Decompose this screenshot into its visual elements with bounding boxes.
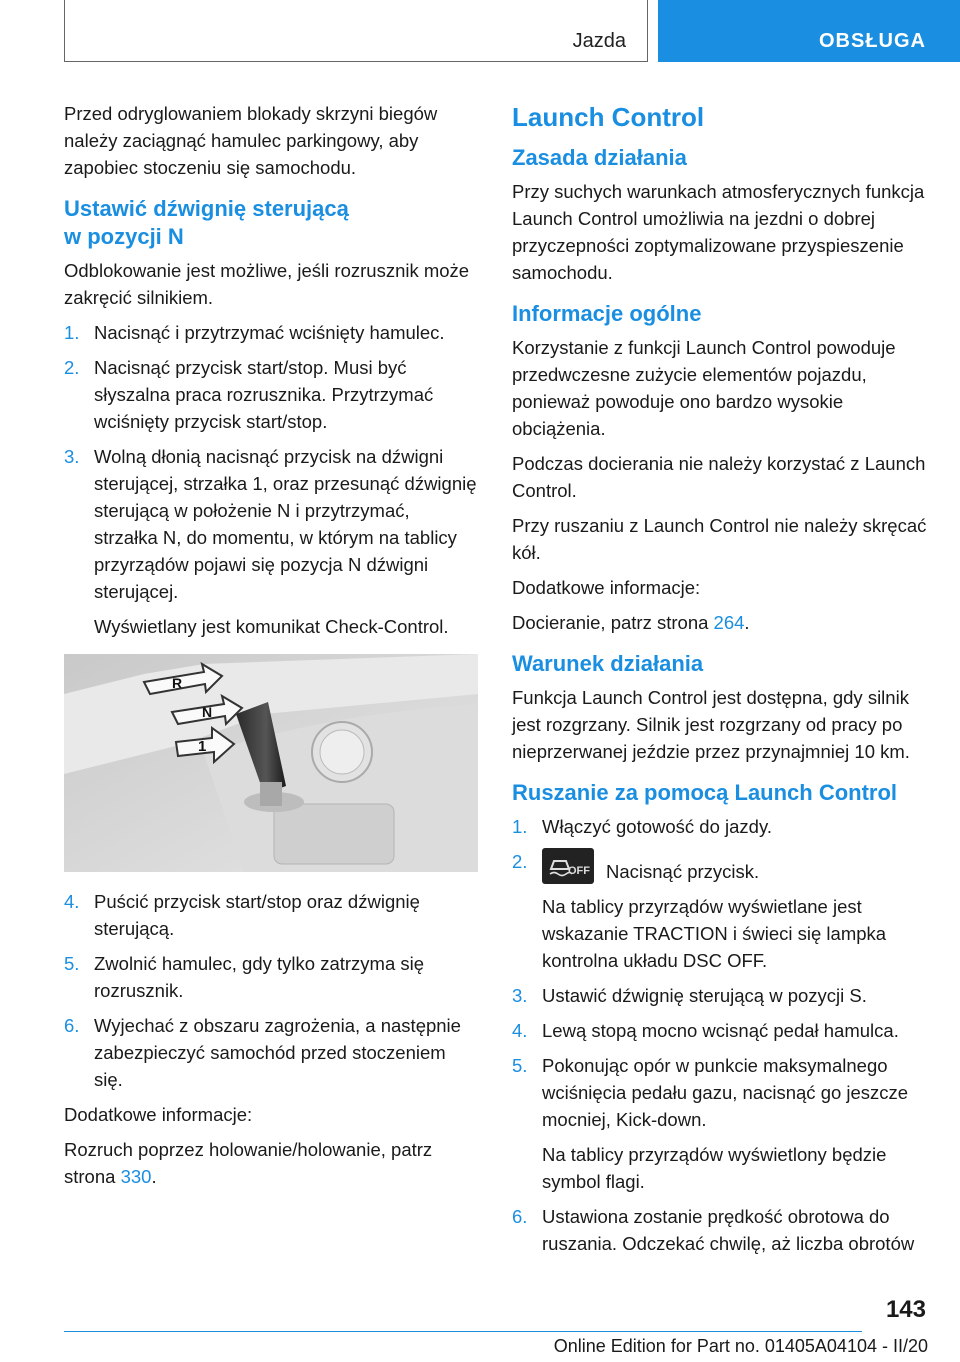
figure-label-n: N [202, 704, 213, 720]
general-paragraph-2: Podczas docierania nie należy korzystać z Launch Control. [512, 453, 926, 501]
heading-start: Ruszanie za pomocą Launch Control [512, 780, 898, 805]
condition-paragraph: Funkcja Launch Control jest dostępna, gdy silnik jest rozgrzany. Silnik jest rozgrzany od pracy po nieprzerwanej jeździe przez przynajmniej 10 km. [512, 687, 910, 762]
general-paragraph-1: Korzystanie z funkcji Launch Control powoduje przedwczesne zużycie elementów pojazdu, ponieważ powoduje ono bardzo wysokie obciążenia. [512, 337, 896, 439]
more-info-label: Dodatkowe informacje: [64, 1104, 253, 1125]
list-item: 6. Ustawiona zostanie prędkość obrotowa do ruszania. Odczekać chwilę, aż liczba obrotów [512, 1206, 915, 1254]
list-item: 6. Wyjechać z obszaru zagrożenia, a następnie zabezpieczyć samochód przed stoczeniem się. [64, 1015, 461, 1090]
list-item: 2. Nacisnąć przycisk start/stop. Musi być słyszalna praca rozrusznika. Przytrzymać wciśnięty przycisk start/stop. [64, 357, 434, 432]
neutral-intro: Odblokowanie jest możliwe, jeśli rozrusznik może zakręcić silnikiem. [64, 260, 470, 308]
header-frame [64, 0, 648, 62]
neutral-steps-continued [64, 888, 478, 1093]
step-note: Na tablicy przyrządów wyświetlane jest wskazanie TRACTION i świeci się lampka kontrolna układu DSC OFF. [542, 896, 887, 971]
list-item: 3. Ustawić dźwignię sterującą w pozycji S. [512, 985, 867, 1006]
dsc-off-button-icon: OFF [542, 848, 594, 884]
page-number: 143 [885, 1296, 926, 1323]
list-item: 3. Wolną dłonią nacisnąć przycisk na dźwigni sterującej, strzałka 1, oraz przesunąć dźwignię sterującą w położenie N i przytrzymać, strzałka N, do momentu, w którym na tablicy przyrządów pojawi się pozycja N dźwigni sterującej. Wyświetlany jest komunikat Check-Control. [64, 443, 478, 640]
figure-label-1: 1 [198, 738, 207, 755]
general-paragraph-3: Przy ruszaniu z Launch Control nie należy skręcać kół. [512, 515, 927, 563]
launch-steps [512, 813, 930, 1257]
footer-divider [64, 1331, 862, 1332]
principle-paragraph: Przy suchych warunkach atmosferycznych funkcja Launch Control umożliwia na jezdni o dobrej przyczepności zoptymalizowane przyspieszenie samochodu. [512, 181, 925, 283]
cross-reference: Docieranie, patrz strona 264. [512, 612, 750, 633]
footer-edition: Online Edition for Part no. 01405A04104 - II/20 [553, 1336, 928, 1356]
figure-label-r: R [172, 675, 183, 691]
list-item: 1. Nacisnąć i przytrzymać wciśnięty hamulec. [64, 322, 445, 343]
list-item: 1. Włączyć gotowość do jazdy. [512, 816, 772, 837]
header-section: Jazda [572, 30, 626, 52]
right-column [512, 100, 930, 1265]
heading-principle: Zasada działania [512, 145, 687, 170]
header-chapter-tab[interactable]: OBSŁUGA [658, 0, 960, 62]
list-item: 5. Pokonując opór w punkcie maksymalnego wciśnięcia pedału gazu, nacisnąć go jeszcze mocniej, Kick-down. Na tablicy przyrządów wyświetlony będzie symbol flagi. [512, 1052, 930, 1195]
gear-selector-illustration [64, 654, 478, 872]
page-link[interactable]: 330 [120, 1166, 152, 1187]
page-link[interactable]: 264 [713, 612, 745, 633]
list-item: 4. Lewą stopą mocno wcisnąć pedał hamulca. [512, 1020, 899, 1041]
heading-general: Informacje ogólne [512, 301, 702, 326]
intro-paragraph: Przed odryglowaniem blokady skrzyni biegów należy zaciągnąć hamulec parkingowy, aby zapobiec stoczeniu się samochodu. [64, 103, 438, 178]
step-note: Wyświetlany jest komunikat Check-Control. [94, 616, 449, 637]
step-note: Na tablicy przyrządów wyświetlony będzie symbol flagi. [542, 1144, 887, 1192]
list-item: 5. Zwolnić hamulec, gdy tylko zatrzyma się rozrusznik. [64, 953, 425, 1001]
page-title: Launch Control [512, 102, 705, 132]
heading-condition: Warunek działania [512, 651, 704, 676]
more-info-label: Dodatkowe informacje: [512, 577, 701, 598]
list-item: 4. Puścić przycisk start/stop oraz dźwignię sterującą. [64, 891, 420, 939]
left-column [64, 100, 478, 1198]
neutral-steps [64, 319, 478, 640]
heading-neutral: Ustawić dźwignię sterującą w pozycji N [64, 196, 349, 249]
gear-selector-figure [64, 654, 478, 872]
cross-reference: Rozruch poprzez holowanie/holowanie, patrz strona 330. [64, 1139, 433, 1187]
list-item: 2. OFF Nacisnąć przycisk. Na tablicy przyrządów wyświetlane jest wskazanie TRACTION i świeci się lampka kontrolna układu DSC OFF. [512, 848, 930, 974]
